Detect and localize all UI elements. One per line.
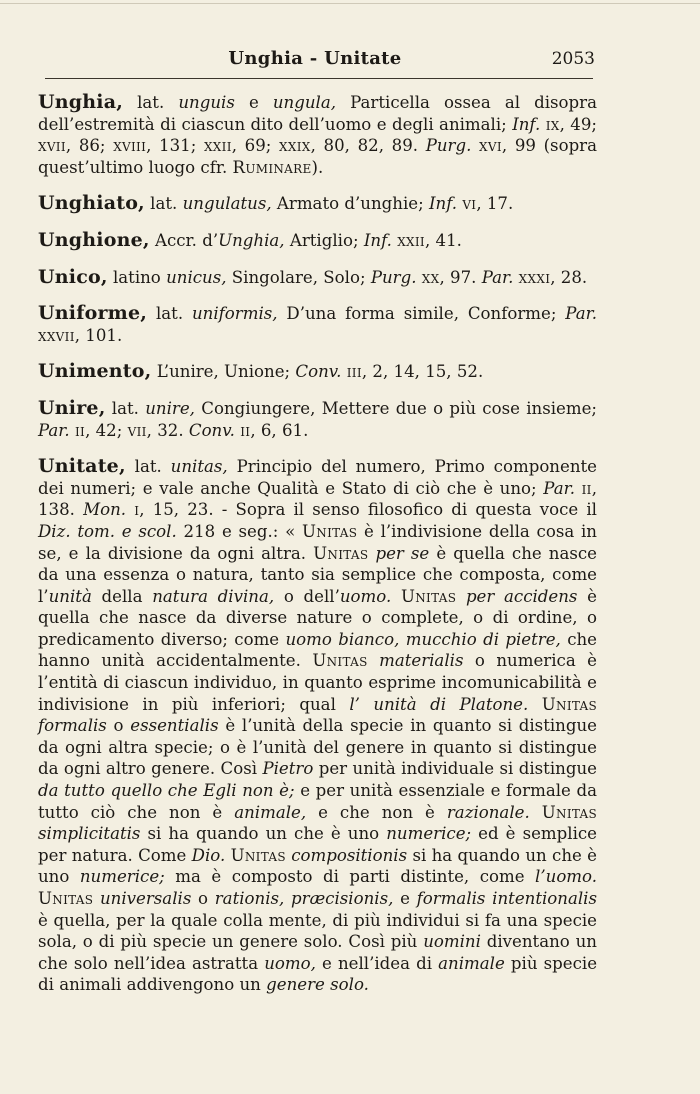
italic-text: unitas, — [170, 457, 228, 477]
small-caps-text: Unitas — [541, 802, 597, 822]
entry-text: , 42; — [85, 420, 128, 440]
italic-text: natura divina, — [152, 586, 275, 606]
small-caps-text: ii — [74, 420, 86, 440]
italic-text: materialis — [379, 651, 464, 671]
italic-text: Par. — [38, 420, 70, 440]
entry-text: e per unità essenziale e formale da tutto ciò che non è — [38, 781, 597, 822]
italic-text: per accidens — [465, 586, 578, 606]
italic-text: Diz. tom. e scol. — [38, 521, 177, 541]
small-caps-text: i — [134, 500, 140, 520]
italic-text: Par. — [481, 267, 514, 287]
entry-text: e — [234, 93, 273, 112]
entry-text — [391, 587, 401, 606]
entry-text: , 6, 61. — [250, 420, 309, 440]
entry-text: , 41. — [424, 230, 462, 250]
entry-text: o — [191, 889, 215, 908]
entry-text: Artiglio; — [284, 230, 364, 250]
entry-text: o — [106, 716, 131, 736]
entry-text: è l’unità della specie in quanto si distingue da ogni altra specie; o è l’unità del genere in quanto si distingue da ogni altro genere. Così — [38, 716, 597, 779]
entry-text — [126, 500, 134, 519]
entry-text: diventano un che solo nell’idea astratta — [38, 932, 597, 973]
italic-text: unguis — [178, 93, 235, 112]
italic-text: formalis — [38, 716, 107, 736]
entry-text: o dell’ — [274, 586, 340, 606]
italic-text: Pietro — [262, 759, 314, 779]
entry-text: , 15, 23. - Sopra il senso filosofico di questa voce il — [139, 500, 597, 520]
small-caps-text: ix — [545, 114, 560, 134]
entry-text: e che non è — [306, 802, 447, 822]
small-caps-text: xxix — [279, 136, 311, 156]
entry-text: più specie di animali addivengono un — [38, 953, 598, 995]
entry-text: e — [393, 889, 417, 908]
entry-headword: Unghione, — [38, 228, 150, 251]
italic-text: Par. — [565, 304, 597, 324]
italic-text: ungula, — [272, 93, 337, 112]
small-caps-text: xvii — [38, 136, 66, 156]
entry-text — [530, 803, 542, 822]
small-caps-text: xxxi — [518, 267, 551, 287]
dictionary-entry — [38, 456, 597, 996]
entry-text: , 17. — [476, 194, 514, 214]
italic-text: Par. — [543, 478, 575, 498]
small-caps-text: ii — [581, 478, 592, 498]
entry-text: ma è composto di parti distinte, come — [164, 867, 536, 887]
entry-text — [368, 651, 379, 670]
small-caps-text: Unitas — [400, 586, 457, 606]
italic-text: numerice; — [79, 867, 165, 887]
italic-text: Unghia, — [218, 230, 285, 250]
entry-text: della — [91, 586, 153, 606]
entry-text: si ha quando un che è uno — [140, 824, 387, 844]
entry-text: Principio del numero, Primo componente dei numeri; e vale anche Qualità e Stato di ciò che è uno; — [38, 457, 597, 498]
entry-text — [93, 889, 100, 908]
entry-headword: Unimento, — [38, 360, 152, 383]
entry-text: è quella che nasce da diverse nature o complete, o di ordine, o predicamento diverso; come — [38, 586, 597, 649]
entry-text: per unità individuale si distingue — [313, 759, 597, 779]
entry-text: latino — [107, 267, 167, 287]
small-caps-text: vii — [127, 420, 147, 440]
italic-text: uniformis, — [191, 304, 278, 324]
italic-text: Mon. — [83, 500, 127, 520]
entry-text: , 131; — [146, 136, 204, 156]
italic-text: unicus, — [166, 267, 227, 287]
entry-text: D’una forma simile, Conforme; — [277, 304, 566, 324]
italic-text: essentialis — [130, 716, 219, 736]
italic-text: compositionis — [291, 845, 408, 865]
italic-text: ungulatus, — [182, 194, 272, 214]
italic-text: uomo, — [264, 953, 316, 973]
dictionary-entry — [38, 230, 597, 252]
small-caps-text: Ruminare — [232, 157, 312, 177]
entry-text: lat. — [125, 457, 171, 477]
entry-text: è quella, per la quale colla mente, di più individui si fa una specie sola, o di più specie un genere solo. Così più — [38, 910, 597, 952]
italic-text: l’uomo. — [535, 867, 598, 887]
entry-text: , 138. — [38, 478, 597, 520]
dictionary-entry — [38, 398, 597, 441]
small-caps-text: Unitas — [313, 543, 369, 563]
entry-headword: Unire, — [38, 396, 106, 419]
entry-text — [575, 479, 582, 498]
italic-text: per se — [375, 543, 430, 563]
dictionary-entry — [38, 193, 597, 215]
header-rule — [45, 78, 593, 79]
entry-text: si ha quando un che è uno — [38, 845, 597, 887]
entry-headword: Unghia, — [38, 91, 124, 113]
dictionary-entry — [38, 361, 597, 383]
entry-text: , 97. — [439, 267, 482, 287]
small-caps-text: Unitas — [312, 651, 368, 671]
italic-text: universalis — [99, 889, 192, 908]
italic-text: animale — [438, 953, 505, 973]
entry-text: o numerica è l’entità di ciascun individuo, in quanto esprime incomunicabilità e indivisione in più inferiori; qual — [38, 651, 597, 714]
entry-text: , 80, 82, 89. — [310, 136, 426, 156]
small-caps-text: vi — [462, 194, 477, 214]
italic-text: genere solo. — [266, 975, 369, 995]
italic-text: unità — [48, 586, 92, 606]
italic-text: Purg. — [370, 267, 417, 287]
italic-text: Dio. — [191, 845, 226, 865]
entry-text: è quella che nasce da una essenza o natura, tanto sia semplice che composta, come l’ — [38, 543, 597, 606]
italic-text: Inf. — [512, 114, 541, 134]
small-caps-text: xviii — [113, 136, 147, 156]
small-caps-text: Unitas — [541, 694, 598, 714]
italic-text: uomo. — [339, 586, 392, 606]
small-caps-text: xxvii — [38, 325, 75, 345]
entry-text: , 86; — [65, 136, 114, 156]
running-header — [35, 48, 595, 70]
entry-text: , 32. — [146, 420, 189, 440]
entry-text: lat. — [147, 304, 192, 324]
italic-text: animale, — [234, 802, 307, 822]
italic-text: Inf. — [363, 230, 392, 250]
entry-text: , 69; — [231, 136, 280, 156]
entry-text: , 101. — [74, 325, 123, 345]
italic-text: uomo bianco, mucchio di pietre, — [285, 629, 561, 649]
entry-text: Singolare, Solo; — [226, 267, 371, 287]
small-caps-text: Unitas — [230, 845, 286, 865]
italic-text: Purg. — [425, 136, 472, 156]
italic-text: rationis, præcisionis, — [214, 889, 394, 908]
entries-column — [38, 92, 597, 1011]
page-title: Unghia - Unitate — [228, 48, 402, 69]
entry-headword: Uniforme, — [38, 302, 148, 325]
entry-text: e nell’idea di — [315, 953, 439, 973]
small-caps-text: ii — [240, 420, 251, 440]
italic-text: unire, — [145, 398, 195, 418]
small-caps-text: iii — [346, 362, 362, 382]
small-caps-text: Unitas — [38, 889, 94, 908]
entry-text: , 2, 14, 15, 52. — [361, 362, 484, 382]
italic-text: Conv. — [295, 362, 342, 382]
page-number: 2053 — [551, 49, 595, 69]
entry-text — [471, 136, 479, 155]
italic-text: formalis intentionalis — [416, 889, 597, 908]
entry-text: ). — [311, 157, 324, 177]
small-caps-text: Unitas — [302, 521, 358, 541]
entry-text: è l’indivisione della cosa in se, e la divisione da ogni altra. — [38, 521, 597, 563]
entry-headword: Unitate, — [38, 455, 126, 478]
italic-text: uomini — [423, 932, 481, 952]
entry-text: lat. — [123, 93, 179, 112]
italic-text: Inf. — [428, 194, 458, 214]
entry-text: , 49; — [559, 114, 597, 134]
small-caps-text: xvi — [479, 136, 502, 156]
entry-text: ed è semplice per natura. Come — [38, 824, 597, 865]
small-caps-text: xxii — [397, 230, 425, 250]
entry-text: , 99 (sopra quest’ultimo luogo cfr. — [38, 136, 598, 177]
entry-text: Armato d’unghie; — [271, 194, 429, 214]
small-caps-text: xxii — [203, 136, 232, 156]
italic-text: da tutto quello che Egli non è; — [38, 781, 295, 801]
entry-text: che hanno unità accidentalmente. — [38, 629, 597, 671]
scan-edge-line — [0, 3, 700, 4]
italic-text: simplicitatis — [38, 824, 141, 844]
dictionary-entry — [38, 303, 597, 346]
entry-text: Particella ossea al disopra dell’estremità di ciascun dito dell’uomo e degli animali; — [38, 93, 597, 134]
dictionary-entry — [38, 267, 597, 289]
entry-text: , 28. — [550, 267, 588, 287]
entry-text: lat. — [105, 398, 146, 418]
entry-headword: Unico, — [38, 265, 108, 288]
entry-text: Congiungere, Mettere due o più cose insieme; — [194, 398, 597, 418]
entry-text: 218 e seg.: « — [176, 521, 302, 541]
italic-text: razionale. — [446, 802, 530, 822]
entry-text — [528, 695, 541, 714]
italic-text: numerice; — [386, 824, 472, 844]
entry-text: L’unire, Unione; — [151, 362, 296, 382]
entry-headword: Unghiato, — [38, 192, 145, 215]
italic-text: l’ unità di Platone. — [349, 694, 529, 714]
entry-text: lat. — [144, 194, 183, 214]
entry-text: Accr. d’ — [149, 230, 219, 250]
italic-text: Conv. — [188, 420, 235, 440]
dictionary-entry — [38, 92, 597, 178]
entry-text — [456, 587, 466, 606]
small-caps-text: xx — [421, 267, 440, 287]
